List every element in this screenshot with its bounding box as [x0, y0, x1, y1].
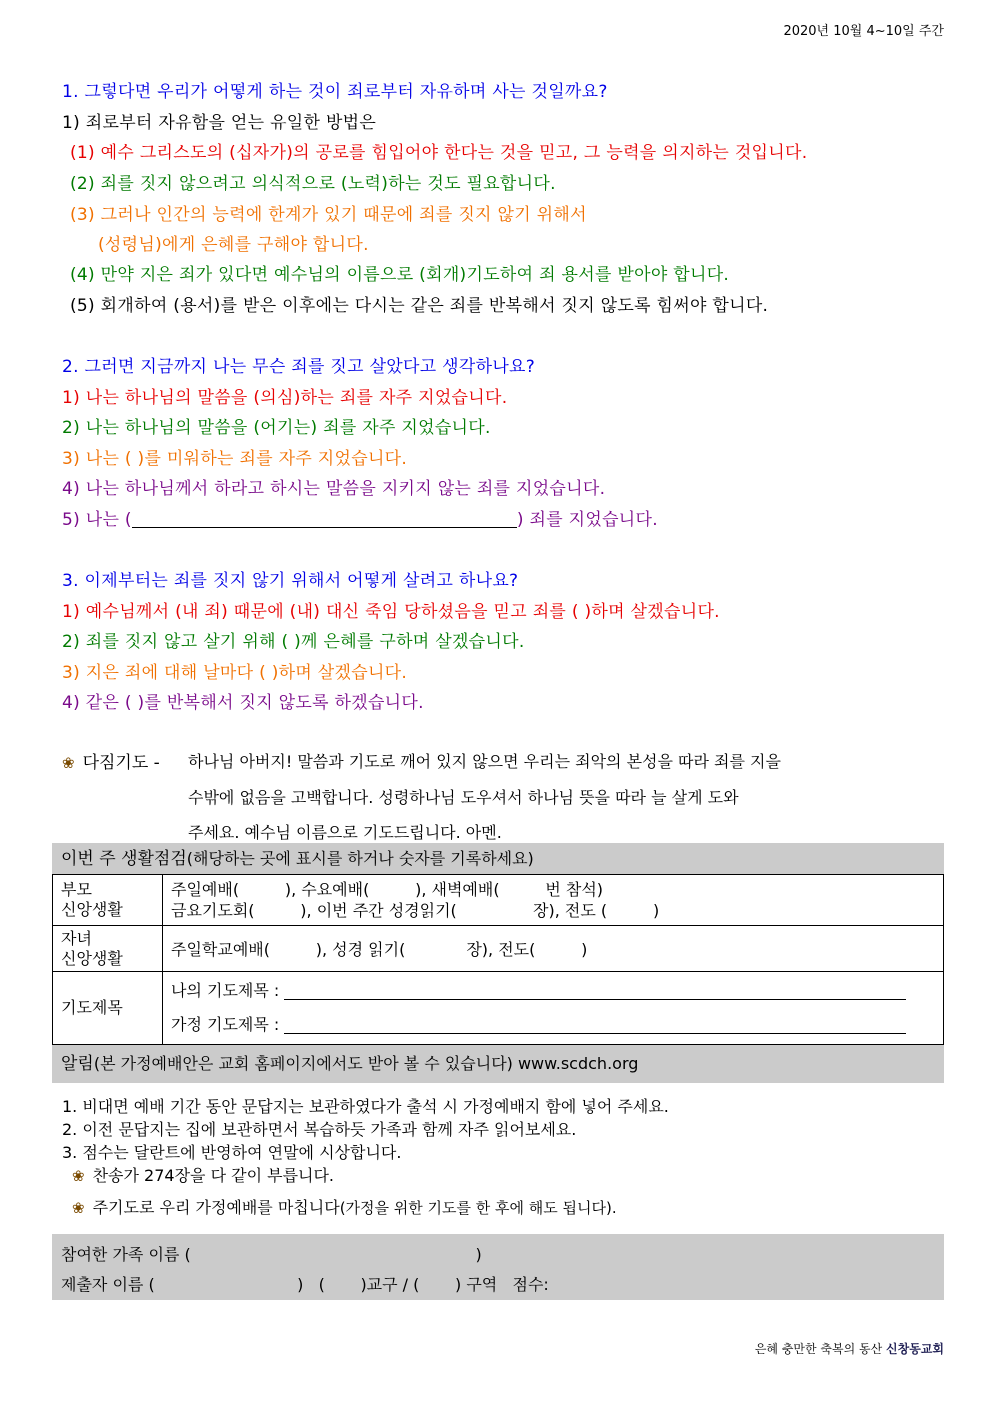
section1-subtitle: 1) 죄로부터 자유함을 얻는 유일한 방법은 — [62, 113, 377, 133]
flower-icon: ❀ — [62, 754, 75, 772]
checklist-instructions: (해당하는 곳에 표시를 하거나 숫자를 기록하세요) — [186, 849, 534, 868]
section3-item-4: 4) 같은 ( )를 반복해서 짓지 않도록 하겠습니다. — [62, 693, 424, 713]
my-prayer-topic — [171, 974, 937, 1008]
checklist-header — [52, 843, 944, 874]
footer — [755, 1340, 944, 1357]
section3-item-1: 1) 예수님께서 (내 죄) 때문에 (내) 대신 죽임 당하셨음을 믿고 죄를 ( )하며 살겠습니다. — [62, 602, 720, 622]
section1-item-3-cont: (성령님)에게 은혜를 구해야 합니다. — [98, 235, 369, 255]
checklist-table — [52, 874, 944, 1045]
notice-description: (본 가정예배안은 교회 홈페이지에서도 받아 볼 수 있습니다) www.scdch.org — [93, 1054, 639, 1073]
week-date: 2020년 10월 4~10일 주간 — [783, 24, 944, 39]
section3-title: 3. 이제부터는 죄를 짓지 않기 위해서 어떻게 살려고 하나요? — [62, 571, 519, 591]
footer-slogan: 은혜 충만한 축복의 동산 — [754, 1342, 883, 1356]
my-prayer-input[interactable] — [284, 981, 906, 1000]
commitment-prayer-heading — [62, 748, 160, 773]
prayer-line-2: 수밖에 없음을 고백합니다. 성령하나님 도우셔서 하나님 뜻을 따라 늘 살게 도와 — [188, 788, 739, 807]
section1-item-3: (3) 그러나 인간의 능력에 한계가 있기 때문에 죄를 짓지 않기 위해서 — [70, 205, 587, 225]
notice-item-3: 3. 점수는 달란트에 반영하여 연말에 시상합니다. — [62, 1143, 402, 1162]
sin-write-in-blank[interactable] — [132, 511, 517, 528]
checklist-title: 이번 주 생활점검 — [61, 849, 187, 869]
section1-item-2: (2) 죄를 짓지 않으려고 의식적으로 (노력)하는 것도 필요합니다. — [70, 174, 556, 194]
section2-item-2: 2) 나는 하나님의 말씀을 (어기는) 죄를 자주 지었습니다. — [62, 418, 491, 438]
closing-line — [62, 1196, 669, 1220]
children-label-line2: 신앙생활 — [61, 948, 123, 968]
children-worship-line[interactable]: 주일학교예배( ), 성경 읽기( 장), 전도( ) — [171, 940, 588, 959]
children-fields[interactable] — [163, 926, 944, 972]
prayer-label: 다짐기도 - — [82, 753, 160, 773]
prayer-topics-label: 기도제목 — [53, 972, 163, 1045]
section1-item-1: (1) 예수 그리스도의 (십자가)의 공로를 힘입어야 한다는 것을 믿고, 그 능력을 의지하는 것입니다. — [70, 143, 808, 163]
prayer-topics-row — [53, 972, 944, 1045]
parents-label-line2: 신앙생활 — [61, 900, 123, 919]
closing-note: (가정을 위한 기도를 한 후에 해도 됩니다). — [339, 1199, 617, 1217]
parents-prayer-line[interactable]: 금요기도회( ), 이번 주간 성경읽기( 장), 전도 ( ) — [171, 901, 660, 920]
children-label — [53, 926, 163, 972]
notice-item-1: 1. 비대면 예배 기간 동안 문답지는 보관하였다가 출석 시 가정예배지 함에 넣어 주세요. — [62, 1097, 669, 1116]
family-names-field[interactable]: 참여한 가족 이름 ( ) — [61, 1245, 482, 1264]
family-prayer-topic — [171, 1008, 937, 1042]
prayer-line-3: 주세요. 예수님 이름으로 기도드립니다. 아멘. — [188, 823, 502, 842]
section2-item-4: 4) 나는 하나님께서 하라고 하시는 말씀을 지키지 않는 죄를 지었습니다. — [62, 479, 606, 499]
flower-icon: ❀ — [72, 1199, 85, 1217]
my-prayer-label: 나의 기도제목 : — [171, 981, 280, 1000]
section1-title: 1. 그렇다면 우리가 어떻게 하는 것이 죄로부터 자유하며 사는 것일까요? — [62, 82, 608, 102]
weekly-checklist — [52, 843, 944, 1083]
prayer-line-1: 하나님 아버지! 말씀과 기도로 깨어 있지 않으면 우리는 죄악의 본성을 따라 죄를 지을 — [188, 752, 781, 771]
family-prayer-input[interactable] — [284, 1015, 906, 1034]
section1-item-4: (4) 만약 지은 죄가 있다면 예수님의 이름으로 (회개)기도하여 죄 용서를 받아야 합니다. — [70, 265, 730, 285]
section2-title: 2. 그러면 지금까지 나는 무슨 죄를 짓고 살았다고 생각하나요? — [62, 357, 536, 377]
section1-item-5: (5) 회개하여 (용서)를 받은 이후에는 다시는 같은 죄를 반복해서 짓지 않도록 힘써야 합니다. — [70, 296, 769, 316]
section3-item-3: 3) 지은 죄에 대해 날마다 ( )하며 살겠습니다. — [62, 663, 408, 683]
hymn-line — [62, 1164, 669, 1188]
section2-item-1: 1) 나는 하나님의 말씀을 (의심)하는 죄를 자주 지었습니다. — [62, 388, 508, 408]
notice-list — [62, 1095, 669, 1220]
parents-label — [53, 875, 163, 926]
church-logo: 신창동교회 — [886, 1342, 944, 1356]
parents-row — [53, 875, 944, 926]
closing-text: 주기도로 우리 가정예배를 마칩니다 — [92, 1198, 340, 1217]
notice-item-2: 2. 이전 문답지는 집에 보관하면서 복습하듯 가족과 함께 자주 읽어보세요. — [62, 1120, 577, 1139]
section2-item-5-suffix: ) 죄를 지었습니다. — [516, 510, 658, 530]
prayer-topics-fields — [163, 972, 944, 1045]
section2-item-5 — [62, 505, 658, 530]
family-prayer-label: 가정 기도제목 : — [171, 1015, 280, 1034]
children-row — [53, 926, 944, 972]
submission-box — [52, 1234, 944, 1300]
children-label-line1: 자녀 — [61, 928, 92, 948]
section3-item-2: 2) 죄를 짓지 않고 살기 위해 ( )께 은혜를 구하며 살겠습니다. — [62, 632, 525, 652]
notice-title: 알림 — [61, 1054, 94, 1074]
flower-icon: ❀ — [72, 1167, 85, 1185]
parents-fields[interactable] — [163, 875, 944, 926]
hymn-text: 찬송가 274장을 다 같이 부릅니다. — [92, 1166, 335, 1185]
section2-item-5-prefix: 5) 나는 ( — [62, 510, 132, 530]
submitter-field[interactable]: 제출자 이름 ( ) ( )교구 / ( ) 구역 점수: — [61, 1275, 549, 1294]
notice-header — [52, 1045, 944, 1083]
parents-worship-line[interactable]: 주일예배( ), 수요예배( ), 새벽예배( 번 참석) — [171, 880, 604, 899]
section2-item-3: 3) 나는 ( )를 미워하는 죄를 자주 지었습니다. — [62, 449, 408, 469]
parents-label-line1: 부모 — [61, 880, 92, 899]
